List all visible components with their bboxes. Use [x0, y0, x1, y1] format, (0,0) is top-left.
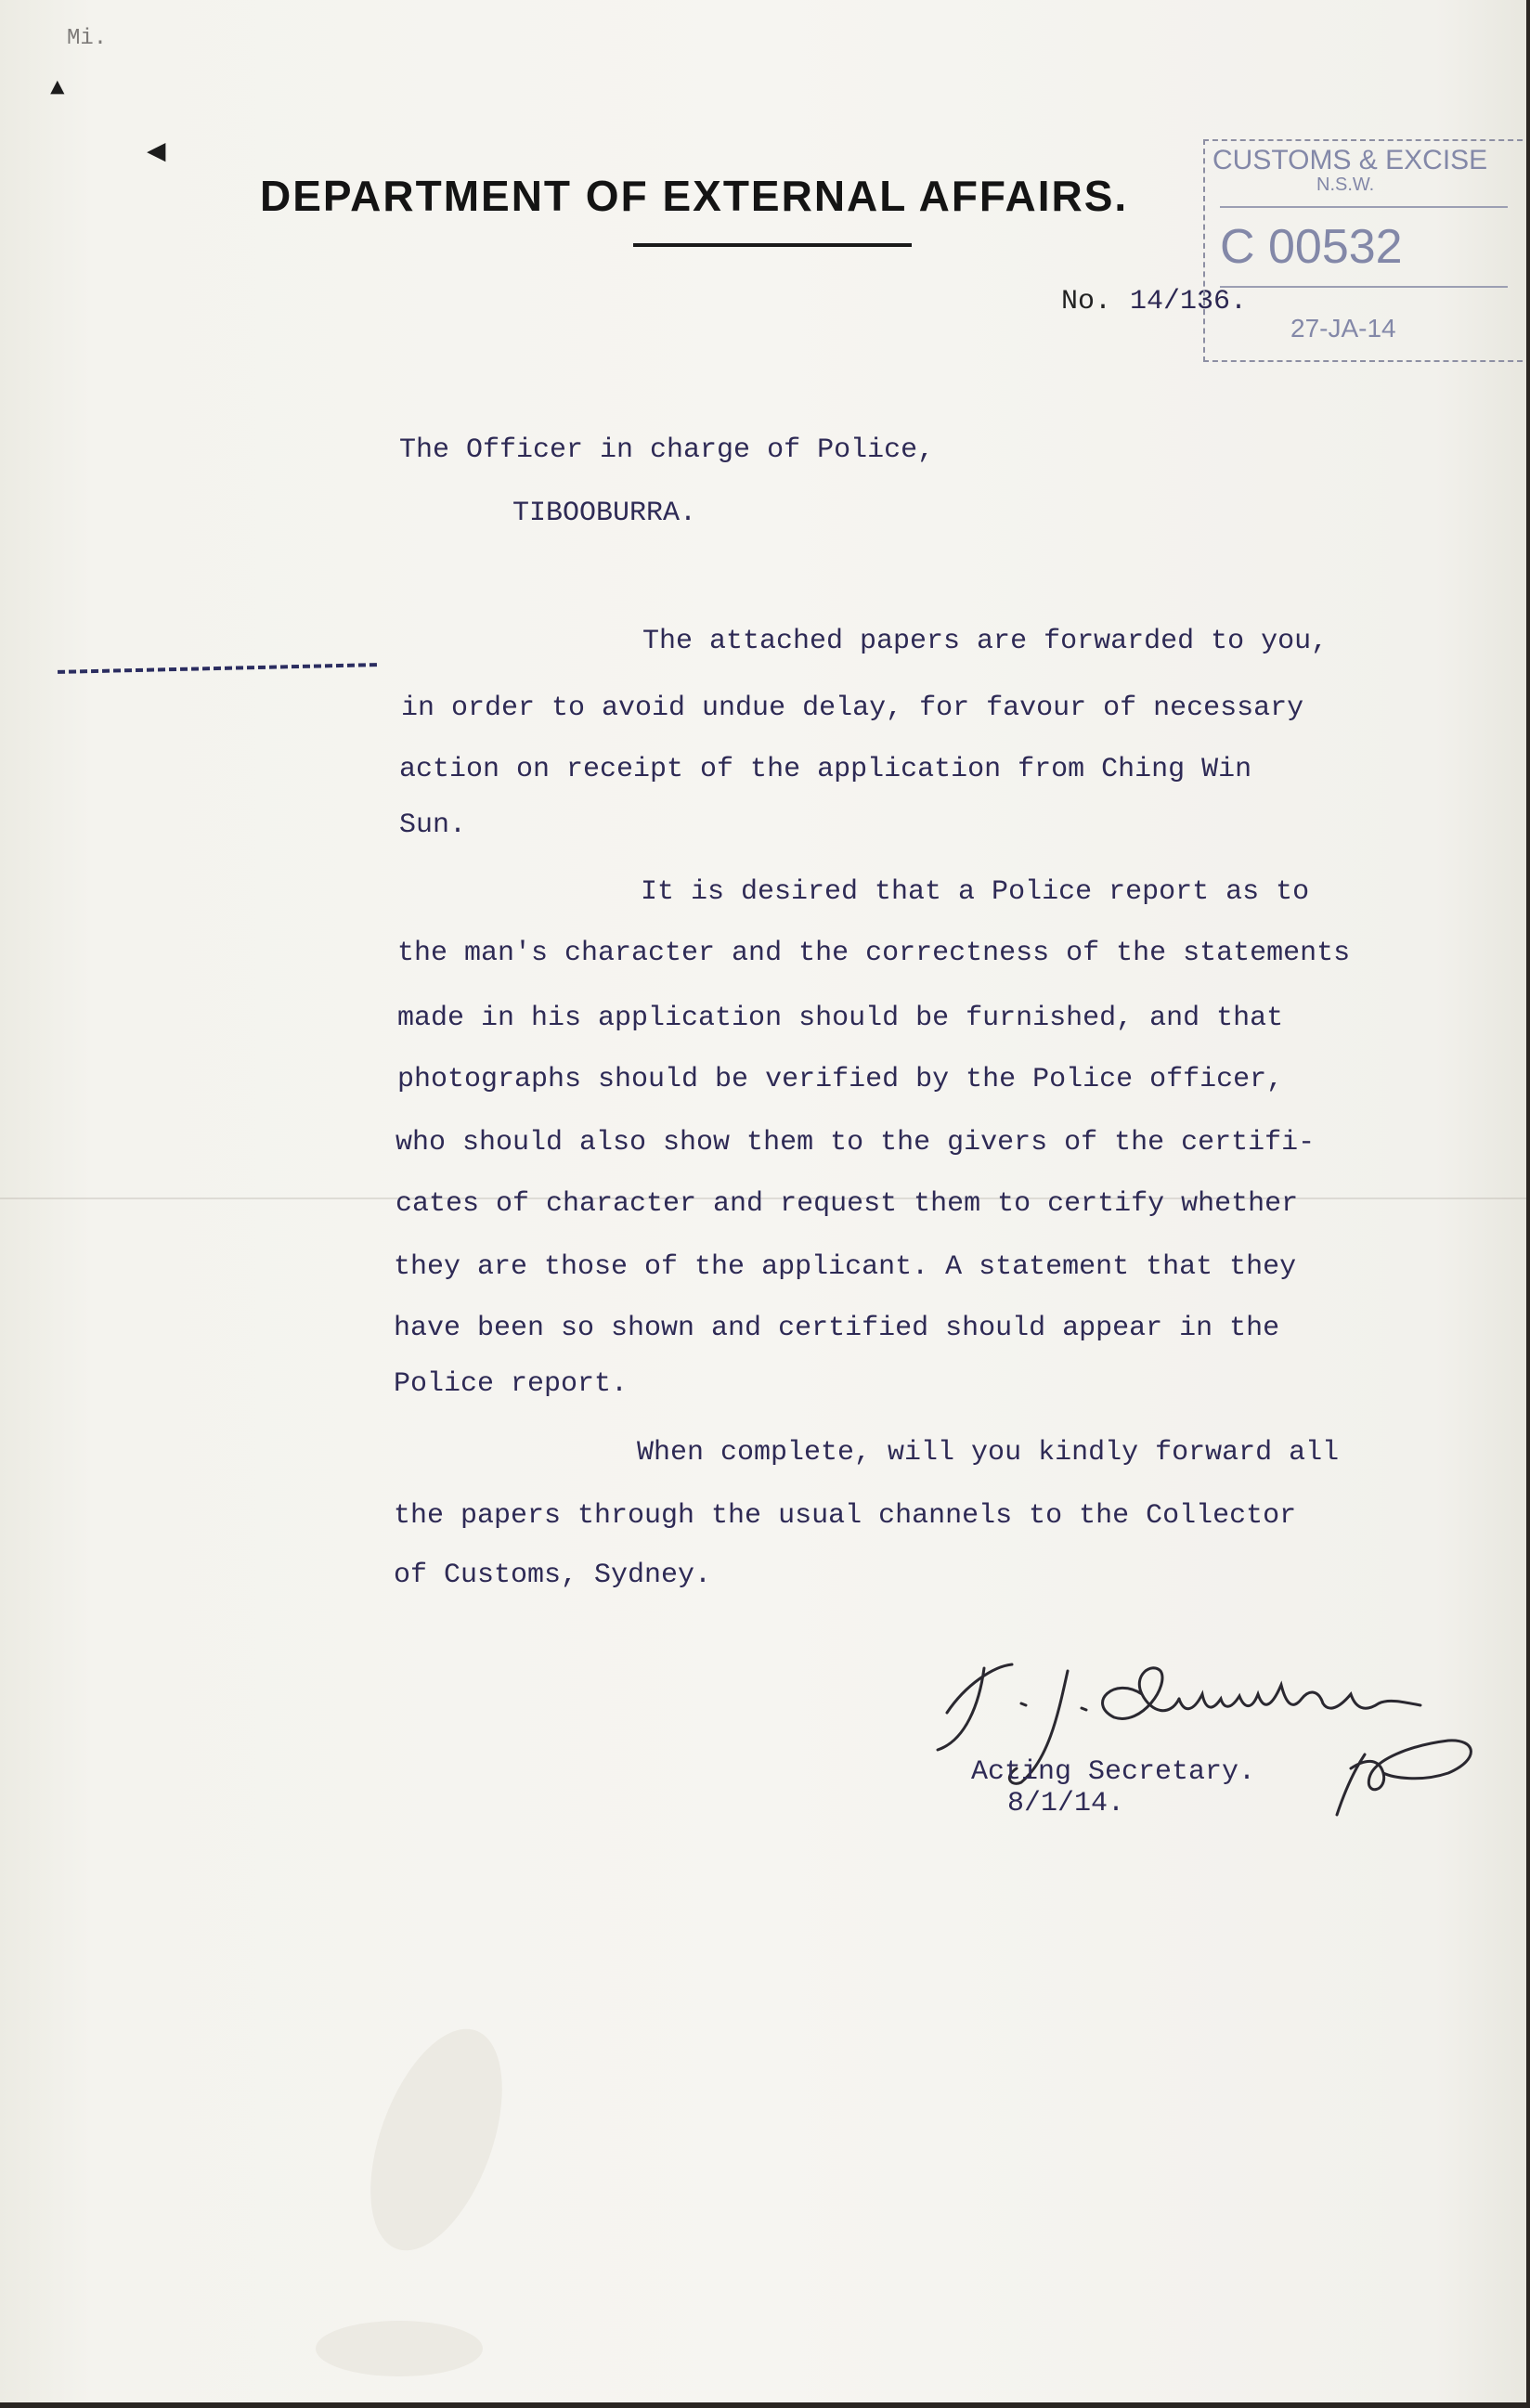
punch-hole-mark: ◀ [147, 136, 166, 171]
customs-stamp [1203, 139, 1526, 362]
signatory-title: Acting Secretary. [971, 1756, 1256, 1788]
signature-date: 8/1/14. [1007, 1788, 1125, 1819]
body-line: The attached papers are forwarded to you, [642, 626, 1329, 657]
reference-label: No. [1061, 286, 1112, 317]
body-line: in order to avoid undue delay, for favour of necessary [401, 693, 1304, 724]
body-line: made in his application should be furnished, and that [397, 1003, 1284, 1034]
addressee-place: TIBOOBURRA. [512, 498, 697, 529]
reference-value: 14/136. [1130, 286, 1248, 317]
body-line: cates of character and request them to certify whether [395, 1188, 1299, 1220]
letterhead-rule [633, 243, 912, 247]
body-line: who should also show them to the givers of the certifi- [395, 1127, 1316, 1159]
letterhead-title: DEPARTMENT OF EXTERNAL AFFAIRS. [260, 172, 1129, 220]
body-line: action on receipt of the application from Ching Win [399, 754, 1252, 785]
margin-dash-line [58, 663, 377, 674]
body-line: Sun. [399, 809, 467, 841]
body-line: photographs should be verified by the Police officer, [397, 1064, 1284, 1095]
stamp-date: 27-JA-14 [1290, 314, 1396, 343]
addressee-line: The Officer in charge of Police, [399, 434, 935, 466]
body-line: It is desired that a Police report as to [641, 876, 1310, 908]
body-line: of Customs, Sydney. [394, 1560, 712, 1591]
stamp-office: CUSTOMS & EXCISE [1212, 145, 1488, 175]
body-line: the man's character and the correctness of the statements [397, 938, 1351, 969]
body-line: they are those of the applicant. A statement that they [394, 1251, 1297, 1283]
paper-stain [344, 2012, 528, 2268]
stamp-code: C 00532 [1220, 206, 1508, 288]
body-line: the papers through the usual channels to the Collector [394, 1500, 1297, 1532]
body-line: Police report. [394, 1368, 629, 1400]
paper-stain [316, 2321, 483, 2376]
punch-hole-mark: ▲ [50, 74, 65, 102]
body-line: When complete, will you kindly forward all [637, 1437, 1340, 1469]
corner-mark: Mi. [67, 26, 108, 51]
body-line: have been so shown and certified should appear in the [394, 1313, 1280, 1344]
stamp-state: N.S.W. [1316, 175, 1375, 195]
